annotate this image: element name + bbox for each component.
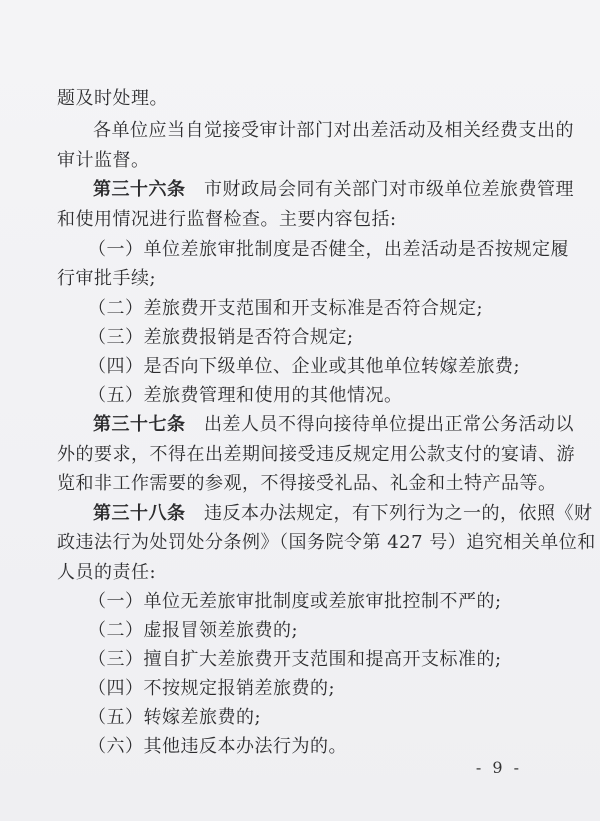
list-item: （三）差旅费报销是否符合规定; [88, 327, 354, 348]
article-number: 第三十八条 [93, 503, 186, 524]
article-38-heading: 第三十八条 违反本办法规定，有下列行为之一的，依照《财 [93, 503, 593, 524]
text-line: 审计监督。 [57, 150, 150, 171]
text-line: 行审批手续; [57, 268, 157, 289]
list-item: （一）单位无差旅审批制度或差旅审批控制不严的; [88, 591, 502, 612]
list-item: （四）是否向下级单位、企业或其他单位转嫁差旅费; [88, 356, 521, 377]
list-item: （二）差旅费开支范围和开支标准是否符合规定; [88, 298, 484, 319]
text-line: 题及时处理。 [57, 88, 168, 109]
text-line: 政违法行为处罚处分条例》（国务院令第 427 号）追究相关单位和 [57, 532, 596, 553]
article-number: 第三十七条 [93, 414, 186, 435]
article-37-heading: 第三十七条 出差人员不得向接待单位提出正常公务活动以 [93, 414, 574, 435]
list-item: （四）不按规定报销差旅费的; [88, 678, 336, 699]
page-number: - 9 - [475, 758, 522, 777]
text-line: 人员的责任: [57, 562, 157, 583]
list-item: （二）虚报冒领差旅费的; [88, 620, 299, 641]
article-number: 第三十六条 [93, 179, 186, 200]
text-line: 各单位应当自觉接受审计部门对出差活动及相关经费支出的 [93, 120, 574, 141]
article-36-heading: 第三十六条 市财政局会同有关部门对市级单位差旅费管理 [93, 179, 574, 200]
list-item: （三）擅自扩大差旅费开支范围和提高开支标准的; [88, 649, 502, 670]
list-item: （六）其他违反本办法行为的。 [88, 736, 347, 757]
list-item: （五）转嫁差旅费的; [88, 707, 262, 728]
text-line: 和使用情况进行监督检查。主要内容包括: [57, 209, 397, 230]
text-line: 览和非工作需要的参观，不得接受礼品、礼金和土特产品等。 [57, 473, 557, 494]
list-item: （一）单位差旅审批制度是否健全，出差活动是否按规定履 [88, 239, 569, 260]
list-item: （五）差旅费管理和使用的其他情况。 [88, 385, 403, 406]
text-line: 外的要求，不得在出差期间接受违反规定用公款支付的宴请、游 [57, 444, 575, 465]
